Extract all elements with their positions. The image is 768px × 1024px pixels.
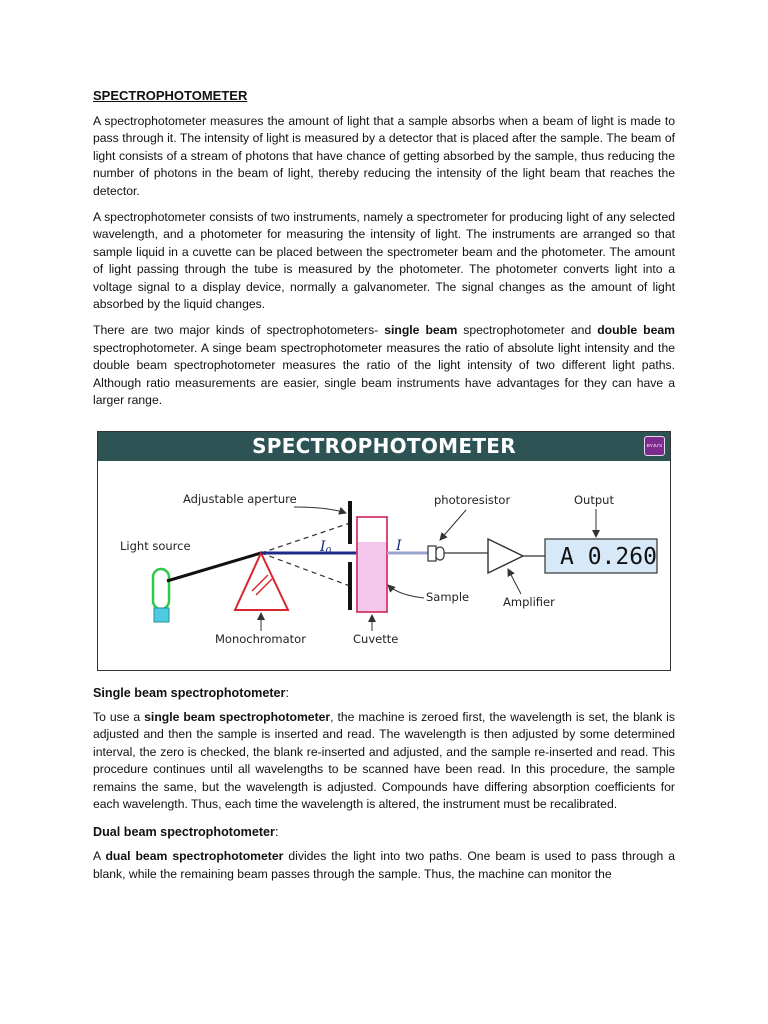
label-photoresistor: photoresistor [434,493,511,507]
dashed-ray-upper [261,523,350,553]
label-output: Output [574,493,614,507]
amplifier-icon [488,539,523,573]
label-cuvette: Cuvette [353,632,399,646]
label-light-source: Light source [120,539,191,553]
single-beam-heading: Single beam spectrophotometer: [93,686,289,700]
document-body [93,88,675,419]
input-beam [167,553,261,581]
photoresistor-icon [428,546,444,561]
dual-beam-heading: Dual beam spectrophotometer: [93,825,279,840]
intro-paragraph-1: A spectrophotometer measures the amount of light that a sample absorbs when a beam of light is made to pass through it. The intensity of light is measured by a detector that is placed after the sample. The beam of light consists of a stream of photons that have chance of getting absorbed by the sample, thus reducing the number of photons in the beam of light, thereby reducing the intensity of the light beam that reaches the detector. [93,114,675,198]
light-source-icon [153,569,169,622]
kinds-paragraph: There are two major kinds of spectrophotometers- single beam spectrophotometer and double beam spectrophotometer. A singe beam spectrophotometer measures the ratio of absolute light intensity and the double beam spectrophotometer measures the ratio of the light intensity of two different light paths. Although ratio measurements are easier, single beam instruments have advantages for they can have a larger range. [93,323,675,408]
byjus-logo: BYJU'S [644,436,665,456]
single-beam-paragraph: To use a single beam spectrophotometer, the machine is zeroed first, the wavelength is set, the blank is adjusted and then the sample is inserted and read. The wavelength is then adjusted by some determined interval, the zero is checked, the blank re-inserted and adjusted, and the sample re-inserted and read. This procedure continues until all wavelengths to be scanned have been read. In this procedure, the sample remains the same, but the wavelength is adjusted. Compounds have differing absorption coefficients for each wavelength. Thus, each time the wavelength is altered, the instrument must be recalibrated. [93,710,675,812]
beam-types-section [93,686,675,892]
label-sample: Sample [426,590,470,604]
cuvette-icon [357,517,387,612]
page-title: SPECTROPHOTOMETER [93,88,248,103]
label-adjustable-aperture: Adjustable aperture [183,492,297,506]
label-i: I [396,538,402,554]
monochromator-prism-icon [235,553,288,610]
intro-paragraph-2: A spectrophotometer consists of two instruments, namely a spectrometer for producing light of any selected wavelength, and a photometer for measuring the intensity of light. The instruments are arranged so that sample liquid in a cuvette can be placed between the spectrometer beam and the photometer. The amount of light passing through the tube is measured by the photometer. The photometer converts light into a voltage signal to a display device, normally a galvanometer. The signal changes as the amount of light absorbed by the liquid changes. [93,210,675,312]
dual-beam-paragraph: A dual beam spectrophotometer divides the light into two paths. One beam is used to pass through a blank, while the remaining beam passes through the sample. Thus, the machine can monitor the [93,849,675,881]
label-amplifier: Amplifier [503,595,555,609]
label-monochromator: Monochromator [215,632,306,646]
spectrophotometer-figure [97,431,671,671]
label-i0: $I_0$ [320,539,332,557]
figure-title: SPECTROPHOTOMETER [252,434,516,458]
output-display-value: A 0.260 [560,544,657,570]
diagram [98,461,670,670]
